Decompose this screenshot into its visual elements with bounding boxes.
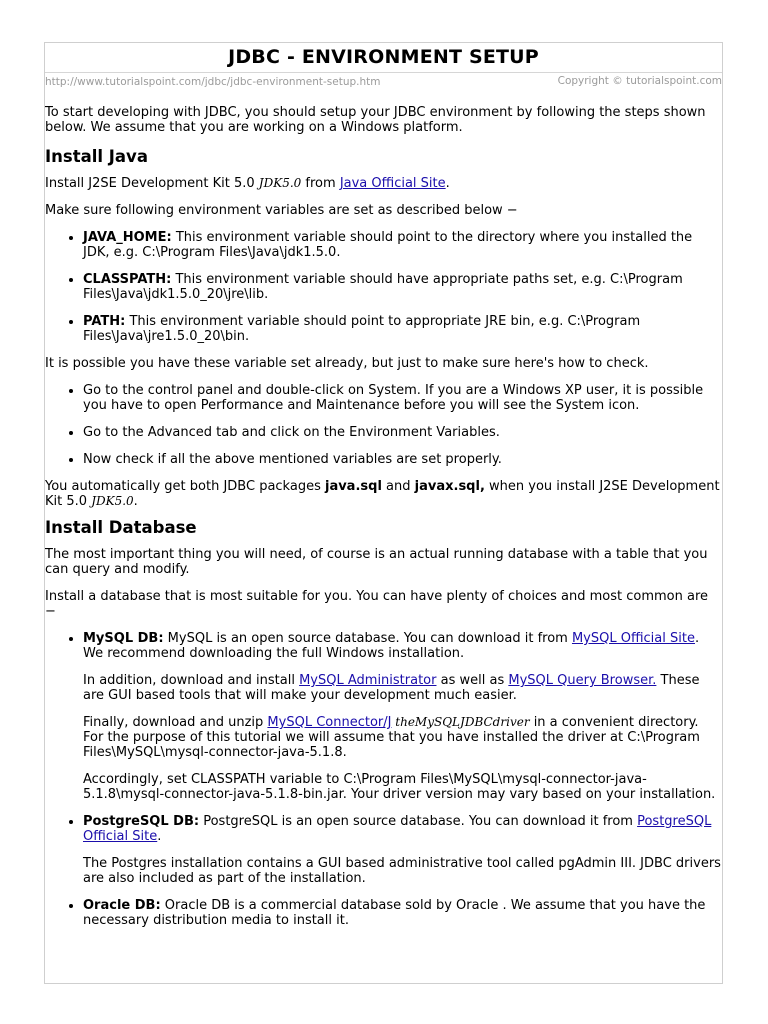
page-title: JDBC - ENVIRONMENT SETUP	[228, 46, 539, 68]
mysql-query-browser-link[interactable]: MySQL Query Browser.	[508, 673, 657, 688]
list-item: • CLASSPATH: This environment variable should have appropriate paths set, e.g. C:\Program Files\Java\jdk1.5.0_20\jre\lib.	[83, 272, 722, 302]
list-item: • JAVA_HOME: This environment variable should point to the directory where you installed the JDK, e.g. C:\Program Files\Java\jdk1.5.0.	[83, 230, 722, 260]
list-item: • PATH: This environment variable should point to appropriate JRE bin, e.g. C:\Program Files\Java\jre1.5.0_20\bin.	[83, 314, 722, 344]
install-database-heading: Install Database	[45, 518, 197, 537]
jdbc-packages-paragraph: You automatically get both JDBC packages java.sql and javax.sql, when you install J2SE Development Kit 5.0 JDK5.0.	[45, 479, 720, 509]
mysql-connector-link[interactable]: MySQL Connector/J	[267, 715, 392, 730]
database-intro-paragraph: The most important thing you will need, of course is an actual running database with a table that you can query and modify.	[45, 547, 708, 577]
install-java-heading: Install Java	[45, 147, 148, 166]
check-steps-list	[45, 383, 722, 467]
jdk-version: JDK5.0	[258, 176, 302, 190]
list-item-mysql: • MySQL DB: MySQL is an open source database. You can download it from MySQL Official Site. We recommend downloading the full Windows installation. In addition, download and install MySQL Administrator as well as MySQL Query Browser. These are GUI based tools that will make your development much easier. Finally, download and unzip MySQL Connector/J theMySQLJDBCdriver in a convenient directory. For the purpose of this tutorial we will assume that you have installed the driver at C:\Program Files\MySQL\mysql-connector-java-5.1.8. Accordingly, set CLASSPATH variable to C:\Program Files\MySQL\mysql-connector-java-5.1.8\mysql-connector-java-5.1.8-bin.jar. Your driver version may vary based on your installation.	[83, 631, 722, 802]
source-bar	[45, 72, 722, 93]
list-item: • Go to the control panel and double-click on System. If you are a Windows XP user, it is possible you have to open Performance and Maintenance before you will see the System icon.	[83, 383, 722, 413]
env-intro-paragraph: Make sure following environment variables are set as described below −	[45, 203, 518, 218]
copyright-notice: Copyright © tutorialspoint.com	[557, 75, 722, 87]
install-java-paragraph: Install J2SE Development Kit 5.0 JDK5.0 from Java Official Site.	[45, 176, 450, 191]
source-url: http://www.tutorialspoint.com/jdbc/jdbc-environment-setup.htm	[45, 76, 381, 88]
mysql-official-site-link[interactable]: MySQL Official Site	[571, 631, 695, 646]
database-choices-paragraph: Install a database that is most suitable for you. You can have plenty of choices and most common are −	[45, 589, 709, 619]
env-variable-list	[45, 230, 722, 344]
mysql-administrator-link[interactable]: MySQL Administrator	[299, 673, 437, 688]
document-page	[44, 42, 723, 984]
article-body	[45, 105, 722, 928]
check-intro-paragraph: It is possible you have these variable set already, but just to make sure here's how to check.	[45, 356, 649, 371]
postgresql-official-site-link[interactable]: PostgreSQL Official Site	[83, 814, 712, 844]
database-list	[45, 631, 722, 928]
list-item: • Now check if all the above mentioned variables are set properly.	[83, 452, 722, 467]
list-item: • Go to the Advanced tab and click on the Environment Variables.	[83, 425, 722, 440]
list-item-oracle: • Oracle DB: Oracle DB is a commercial database sold by Oracle . We assume that you have the necessary distribution media to install it.	[83, 898, 722, 928]
list-item-postgresql: • PostgreSQL DB: PostgreSQL is an open source database. You can download it from PostgreSQL Official Site. The Postgres installation contains a GUI based administrative tool called pgAdmin III. JDBC drivers are also included as part of the installation.	[83, 814, 722, 886]
java-official-site-link[interactable]: Java Official Site	[339, 176, 446, 191]
intro-paragraph: To start developing with JDBC, you should setup your JDBC environment by following the steps shown below. We assume that you are working on a Windows platform.	[45, 105, 706, 135]
